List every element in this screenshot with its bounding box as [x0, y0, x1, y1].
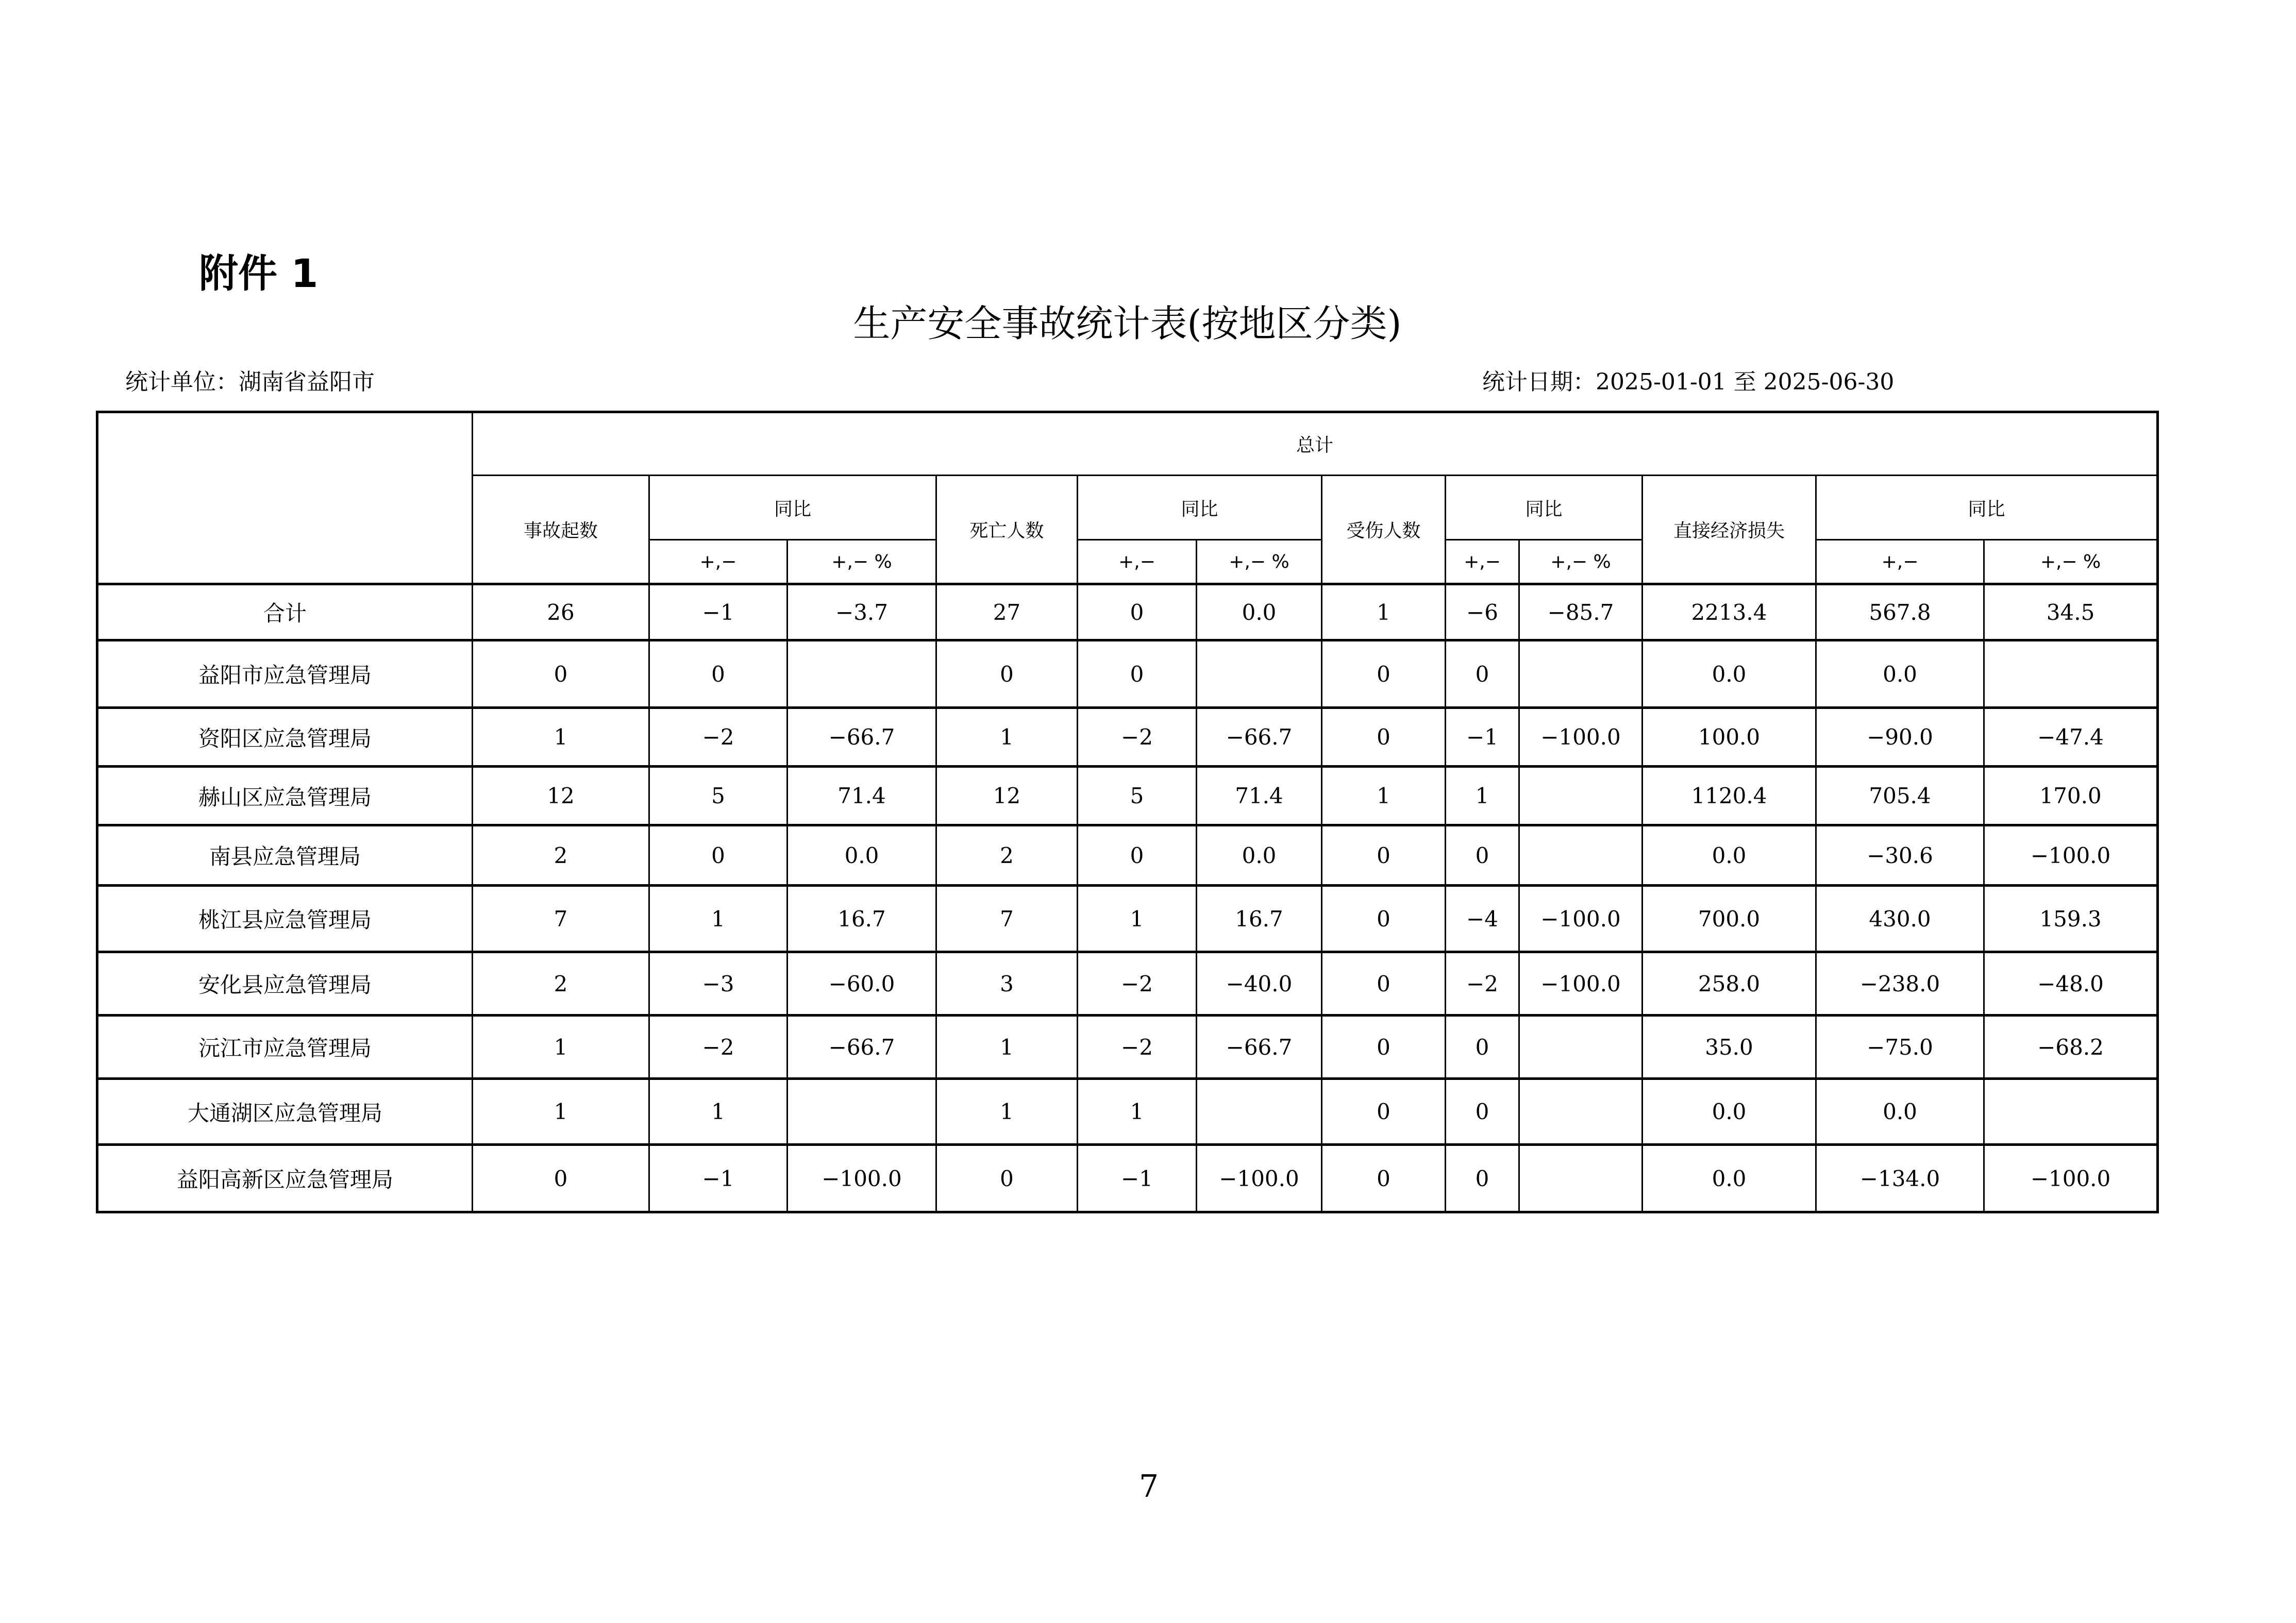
- value-cell: −68.2: [1984, 1016, 2158, 1079]
- value-cell: −3: [649, 952, 787, 1016]
- value-cell: [1197, 1079, 1322, 1145]
- value-cell: 5: [649, 767, 787, 825]
- table-row: [97, 952, 2158, 1016]
- value-cell: 1: [649, 1079, 787, 1145]
- value-cell: 100.0: [1643, 708, 1816, 767]
- value-cell: 0.0: [1197, 584, 1322, 640]
- value-cell: 0: [936, 1145, 1078, 1212]
- value-cell: −4: [1446, 886, 1519, 952]
- value-cell: 0.0: [1197, 825, 1322, 886]
- value-cell: −100.0: [1519, 952, 1643, 1016]
- diff-header: +,−: [1446, 540, 1519, 584]
- page-number: 7: [1139, 1468, 1159, 1504]
- value-cell: −1: [649, 584, 787, 640]
- value-cell: 12: [936, 767, 1078, 825]
- value-cell: 1120.4: [1643, 767, 1816, 825]
- value-cell: −3.7: [787, 584, 936, 640]
- value-cell: 1: [1322, 584, 1446, 640]
- value-cell: 7: [936, 886, 1078, 952]
- statistics-unit: 统计单位：湖南省益阳市: [125, 369, 375, 395]
- value-cell: 705.4: [1816, 767, 1984, 825]
- region-name-cell: 合计: [97, 584, 473, 640]
- value-cell: −48.0: [1984, 952, 2158, 1016]
- value-cell: 2: [473, 825, 649, 886]
- injuries-header: 受伤人数: [1322, 476, 1446, 584]
- value-cell: 0: [1322, 952, 1446, 1016]
- value-cell: 16.7: [1197, 886, 1322, 952]
- value-cell: 1: [473, 1079, 649, 1145]
- value-cell: 0.0: [1643, 1079, 1816, 1145]
- value-cell: 1: [1322, 767, 1446, 825]
- region-name-cell: 大通湖区应急管理局: [97, 1079, 473, 1145]
- region-header-cell: [97, 412, 473, 584]
- value-cell: 12: [473, 767, 649, 825]
- loss-header: 直接经济损失: [1643, 476, 1816, 584]
- value-cell: 0: [1446, 1145, 1519, 1212]
- value-cell: [1519, 767, 1643, 825]
- value-cell: [1519, 1079, 1643, 1145]
- value-cell: 0: [1446, 1016, 1519, 1079]
- value-cell: 0: [649, 825, 787, 886]
- value-cell: 7: [473, 886, 649, 952]
- value-cell: 0: [473, 1145, 649, 1212]
- region-name-cell: 益阳市应急管理局: [97, 640, 473, 708]
- region-name-cell: 赫山区应急管理局: [97, 767, 473, 825]
- value-cell: 0: [1322, 1079, 1446, 1145]
- value-cell: 3: [936, 952, 1078, 1016]
- value-cell: 35.0: [1643, 1016, 1816, 1079]
- table-row: [97, 886, 2158, 952]
- page-title: [0, 294, 2296, 347]
- table-row: [97, 584, 2158, 640]
- value-cell: 0.0: [1816, 1079, 1984, 1145]
- value-cell: 700.0: [1643, 886, 1816, 952]
- value-cell: 0: [1446, 825, 1519, 886]
- table-body: [97, 584, 2158, 1212]
- pct-header: +,− %: [787, 540, 936, 584]
- value-cell: [787, 640, 936, 708]
- accident-statistics-table: [96, 411, 2159, 1213]
- value-cell: 0: [1322, 640, 1446, 708]
- value-cell: 0: [1078, 825, 1197, 886]
- value-cell: 1: [473, 708, 649, 767]
- loss-yoy-header: 同比: [1816, 476, 2158, 540]
- value-cell: −1: [1078, 1145, 1197, 1212]
- value-cell: −100.0: [1984, 1145, 2158, 1212]
- injuries-yoy-header: 同比: [1446, 476, 1643, 540]
- value-cell: 0.0: [1643, 640, 1816, 708]
- value-cell: 0: [1078, 640, 1197, 708]
- value-cell: 26: [473, 584, 649, 640]
- value-cell: −60.0: [787, 952, 936, 1016]
- value-cell: −2: [649, 708, 787, 767]
- value-cell: −238.0: [1816, 952, 1984, 1016]
- value-cell: 0.0: [1643, 825, 1816, 886]
- value-cell: −2: [649, 1016, 787, 1079]
- value-cell: 0: [1078, 584, 1197, 640]
- value-cell: −100.0: [1197, 1145, 1322, 1212]
- value-cell: [1519, 1145, 1643, 1212]
- table-row: [97, 825, 2158, 886]
- value-cell: −100.0: [1519, 886, 1643, 952]
- value-cell: 2213.4: [1643, 584, 1816, 640]
- value-cell: −47.4: [1984, 708, 2158, 767]
- table-row: [97, 1016, 2158, 1079]
- value-cell: −75.0: [1816, 1016, 1984, 1079]
- region-name-cell: 沅江市应急管理局: [97, 1016, 473, 1079]
- table-row: [97, 640, 2158, 708]
- value-cell: −2: [1078, 1016, 1197, 1079]
- value-cell: 0: [1322, 1145, 1446, 1212]
- value-cell: −1: [1446, 708, 1519, 767]
- table-row: [97, 1145, 2158, 1212]
- region-name-cell: 益阳高新区应急管理局: [97, 1145, 473, 1212]
- attachment-label: 附件 1: [199, 250, 319, 296]
- value-cell: −1: [649, 1145, 787, 1212]
- region-name-cell: 南县应急管理局: [97, 825, 473, 886]
- value-cell: [1519, 825, 1643, 886]
- value-cell: −66.7: [787, 708, 936, 767]
- value-cell: 2: [936, 825, 1078, 886]
- value-cell: [787, 1079, 936, 1145]
- value-cell: 258.0: [1643, 952, 1816, 1016]
- value-cell: 1: [1078, 1079, 1197, 1145]
- value-cell: 1: [649, 886, 787, 952]
- value-cell: 27: [936, 584, 1078, 640]
- value-cell: 16.7: [787, 886, 936, 952]
- deaths-yoy-header: 同比: [1078, 476, 1322, 540]
- pct-header: +,− %: [1984, 540, 2158, 584]
- value-cell: 1: [1446, 767, 1519, 825]
- value-cell: [1197, 640, 1322, 708]
- value-cell: −85.7: [1519, 584, 1643, 640]
- value-cell: 1: [473, 1016, 649, 1079]
- value-cell: −100.0: [1984, 825, 2158, 886]
- accidents-header: 事故起数: [473, 476, 649, 584]
- value-cell: 170.0: [1984, 767, 2158, 825]
- value-cell: [1519, 640, 1643, 708]
- value-cell: 71.4: [787, 767, 936, 825]
- value-cell: 34.5: [1984, 584, 2158, 640]
- value-cell: −30.6: [1816, 825, 1984, 886]
- table-row: [97, 708, 2158, 767]
- value-cell: 567.8: [1816, 584, 1984, 640]
- value-cell: −66.7: [1197, 708, 1322, 767]
- region-name-cell: 桃江县应急管理局: [97, 886, 473, 952]
- value-cell: 0: [1446, 640, 1519, 708]
- table-row: [97, 1079, 2158, 1145]
- table-row: [97, 767, 2158, 825]
- value-cell: 0: [1446, 1079, 1519, 1145]
- value-cell: 1: [936, 1079, 1078, 1145]
- value-cell: −66.7: [1197, 1016, 1322, 1079]
- total-header: 总计: [473, 412, 2158, 476]
- value-cell: −90.0: [1816, 708, 1984, 767]
- value-cell: 0: [1322, 886, 1446, 952]
- value-cell: −134.0: [1816, 1145, 1984, 1212]
- statistics-date-range: 统计日期：2025-01-01 至 2025-06-30: [1482, 369, 1895, 395]
- value-cell: 5: [1078, 767, 1197, 825]
- value-cell: 0.0: [1643, 1145, 1816, 1212]
- value-cell: [1984, 640, 2158, 708]
- value-cell: −2: [1446, 952, 1519, 1016]
- value-cell: −2: [1078, 708, 1197, 767]
- diff-header: +,−: [649, 540, 787, 584]
- value-cell: −100.0: [787, 1145, 936, 1212]
- title-text: 生产安全事故统计表(按地区分类): [853, 302, 1402, 345]
- value-cell: −66.7: [787, 1016, 936, 1079]
- value-cell: 71.4: [1197, 767, 1322, 825]
- diff-header: +,−: [1078, 540, 1197, 584]
- pct-header: +,− %: [1519, 540, 1643, 584]
- value-cell: −2: [1078, 952, 1197, 1016]
- value-cell: 159.3: [1984, 886, 2158, 952]
- value-cell: 0: [1322, 708, 1446, 767]
- diff-header: +,−: [1816, 540, 1984, 584]
- value-cell: 0: [1322, 825, 1446, 886]
- value-cell: 1: [1078, 886, 1197, 952]
- region-name-cell: 资阳区应急管理局: [97, 708, 473, 767]
- value-cell: −6: [1446, 584, 1519, 640]
- value-cell: [1984, 1079, 2158, 1145]
- value-cell: 0: [1322, 1016, 1446, 1079]
- value-cell: [1519, 1016, 1643, 1079]
- value-cell: 0: [936, 640, 1078, 708]
- value-cell: 0: [649, 640, 787, 708]
- value-cell: 1: [936, 1016, 1078, 1079]
- deaths-header: 死亡人数: [936, 476, 1078, 584]
- pct-header: +,− %: [1197, 540, 1322, 584]
- value-cell: 1: [936, 708, 1078, 767]
- value-cell: −40.0: [1197, 952, 1322, 1016]
- value-cell: 0: [473, 640, 649, 708]
- value-cell: 2: [473, 952, 649, 1016]
- value-cell: −100.0: [1519, 708, 1643, 767]
- accidents-yoy-header: 同比: [649, 476, 936, 540]
- value-cell: 0.0: [787, 825, 936, 886]
- value-cell: 0.0: [1816, 640, 1984, 708]
- region-name-cell: 安化县应急管理局: [97, 952, 473, 1016]
- value-cell: 430.0: [1816, 886, 1984, 952]
